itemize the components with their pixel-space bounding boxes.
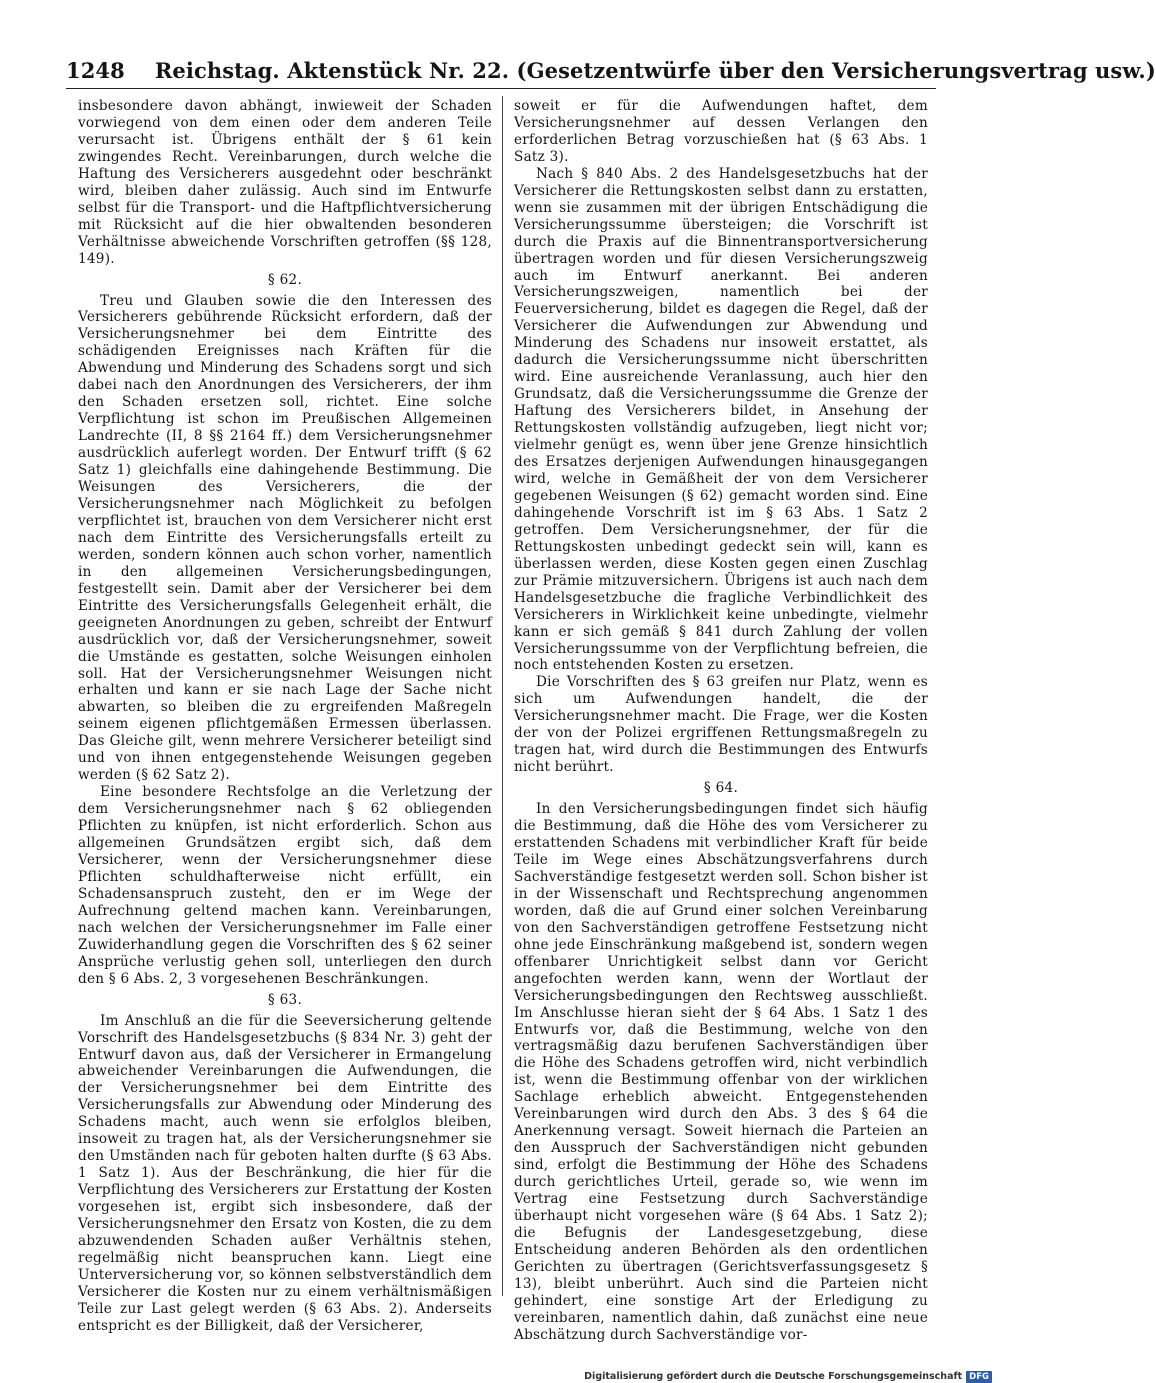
running-title: Reichstag. Aktenstück Nr. 22. (Gesetzentwürfe über den Versicherungsvertrag usw.) (154, 58, 1156, 83)
paragraph: In den Versicherungsbedingungen findet sich häufig die Bestimmung, daß die Höhe des vom Versicherer zu erstattenden Schadens mit verbindlicher Kraft für beide Teile im Wege eines Abschätzungsverfahrens durch Sachverständige festgesetzt werden soll. Schon bisher ist in der Wissenschaft und Rechtsprechung angenommen worden, daß die auf Grund einer solchen Vereinbarung von den Sachverständigen getroffene Festsetzung nicht ohne jede Einschränkung maßgebend ist, sondern wegen offenbarer Unrichtigkeit selbst dann vor Gericht angefochten werden kann, wenn der Wortlaut der Versicherungsbedingungen den Rechtsweg ausschließt. Im Anschlusse hieran sieht der § 64 Abs. 1 Satz 1 des Entwurfs vor, daß die Bestimmung, welche von den vertragsmäßig dazu berufenen Sachverständigen über die Höhe des Schadens getroffen wird, nicht verbindlich ist, wenn die Bestimmung offenbar von der wirklichen Sachlage erheblich abweicht. Entgegenstehenden Vereinbarungen wird durch den Abs. 3 des § 64 die Anerkennung versagt. Soweit hiernach die Parteien an den Ausspruch der Sachverständigen nicht gebunden sind, erfolgt die Bestimmung der Höhe des Schadens durch gerichtliches Urteil, gerade so, wie wenn im Vertrag eine Festsetzung durch Sachverständige überhaupt nicht vorgesehen wäre (§ 64 Abs. 1 Satz 2); die Befugnis der Landesgesetzgebung, diese Entscheidung anderen Behörden als den ordentlichen Gerichten zu übertragen (Gerichtsverfassungsgesetz § 13), bleibt unberührt. Auch sind die Parteien nicht gehindert, eine sonstige Art der Erledigung zu vereinbaren, namentlich dahin, daß zunächst eine neue Abschätzung durch Sachverständige vor- (514, 801, 928, 1343)
digitization-credit (584, 1370, 992, 1383)
dfg-logo: DFG (966, 1371, 992, 1383)
header-rule (66, 88, 936, 89)
left-column (78, 98, 492, 1335)
section-heading-62: § 62. (267, 271, 303, 288)
paragraph: Treu und Glauben sowie die den Interessen des Versicherers gebührende Rücksicht erfordern, daß der Versicherungsnehmer bei dem Eintritte des schädigenden Ereignisses nach Kräften für die Abwendung und Minderung des Schadens sorgt und sich dabei nach den Anordnungen des Versicherers, der ihm den Schaden ersetzen soll, richtet. Eine solche Verpflichtung ist schon im Preußischen Allgemeinen Landrechte (II, 8 §§ 2164 ff.) dem Versicherungsnehmer ausdrücklich auferlegt worden. Der Entwurf trifft (§ 62 Satz 1) gleichfalls eine dahingehende Bestimmung. Die Weisungen des Versicherers, die der Versicherungsnehmer nach Möglichkeit zu befolgen verpflichtet ist, brauchen von dem Versicherer nicht erst nach dem Eintritte des Versicherungsfalls erteilt zu werden, sondern können auch schon vorher, namentlich in den allgemeinen Versicherungsbedingungen, festgestellt sein. Damit aber der Versicherer bei dem Eintritte des Versicherungsfalls Gelegenheit erhält, die geeigneten Anordnungen zu geben, schreibt der Entwurf ausdrücklich vor, daß der Versicherungsnehmer, soweit die Umstände es gestatten, solche Weisungen einholen soll. Hat der Versicherungsnehmer Weisungen nicht erhalten und kann er sie nach Lage der Sache nicht abwarten, so bleiben die zu ergreifenden Maßregeln seinem eigenen pflichtgemäßen Ermessen überlassen. Das Gleiche gilt, wenn mehrere Versicherer beteiligt sind und von ihnen entgegenstehende Weisungen gegeben werden (§ 62 Satz 2). (78, 292, 492, 784)
section-heading-64: § 64. (703, 780, 739, 797)
column-divider (502, 96, 503, 1296)
paragraph: Die Vorschriften des § 63 greifen nur Platz, wenn es sich um Aufwendungen handelt, die der Versicherungsnehmer macht. Die Frage, wer die Kosten der von der Polizei ergriffenen Rettungsmaßregeln zu tragen hat, wird durch die Bestimmungen des Entwurfs nicht berührt. (514, 674, 928, 776)
paragraph: insbesondere davon abhängt, inwieweit der Schaden vorwiegend von dem einen oder dem anderen Teile verursacht ist. Übrigens enthält der § 61 kein zwingendes Recht. Vereinbarungen, durch welche die Haftung des Versicherers ausgedehnt oder beschränkt wird, bleiben daher zulässig. Auch sind im Entwurfe selbst für die Transport- und die Haftpflichtversicherung mit Rücksicht auf die hier obwaltenden besonderen Verhältnisse abweichende Vorschriften getroffen (§§ 128, 149). (78, 98, 492, 267)
page-header (66, 58, 1156, 88)
paragraph: soweit er für die Aufwendungen haftet, dem Versicherungsnehmer auf dessen Verlangen den erforderlichen Betrag vorzuschießen hat (§ 63 Abs. 1 Satz 3). (514, 98, 928, 165)
paragraph: Nach § 840 Abs. 2 des Handelsgesetzbuchs hat der Versicherer die Rettungskosten selbst dann zu erstatten, wenn sie zusammen mit der übrigen Entschädigung die Versicherungssumme übersteigen; die Vorschrift ist durch die Praxis auf die Binnentransportversicherung übertragen worden und für diesen Versicherungszweig auch im Entwurf anerkannt. Bei anderen Versicherungszweigen, namentlich bei der Feuerversicherung, bildet es dagegen die Regel, daß der Versicherer die Aufwendungen zur Abwendung und Minderung des Schadens nur insoweit erstattet, als dadurch die Versicherungssumme nicht überschritten wird. Eine ausreichende Veranlassung, auch hier den Grundsatz, daß die Versicherungssumme die Grenze der Haftung des Versicherers bildet, in Ansehung der Rettungskosten vollständig aufzugeben, liegt nicht vor; vielmehr genügt es, wenn über jene Grenze hinsichtlich des Ersatzes derjenigen Aufwendungen hinausgegangen wird, welche in Gemäßheit der von dem Versicherer gegebenen Weisungen (§ 62) gemacht worden sind. Eine dahingehende Vorschrift ist im § 63 Abs. 1 Satz 2 getroffen. Dem Versicherungsnehmer, der für die Rettungskosten unbedingt gedeckt sein will, kann es überlassen werden, diese Kosten gegen einen Zuschlag zur Prämie mitzuversichern. Übrigens ist auch nach dem Handelsgesetzbuche die fragliche Verbindlichkeit des Versicherers in Wirklichkeit keine unbedingte, vielmehr kann er sich gemäß § 841 durch Zahlung der vollen Versicherungssumme von der Verpflichtung befreien, die noch entstehenden Kosten zu ersetzen. (514, 165, 928, 674)
paragraph: Eine besondere Rechtsfolge an die Verletzung der dem Versicherungsnehmer nach § 62 obliegenden Pflichten zu knüpfen, ist nicht erforderlich. Schon aus allgemeinen Grundsätzen ergibt sich, daß dem Versicherer, wenn der Versicherungsnehmer diese Pflichten schuldhafterweise nicht erfüllt, ein Schadensanspruch zusteht, den er im Wege der Aufrechnung geltend machen kann. Vereinbarungen, nach welchen der Versicherungsnehmer im Falle einer Zuwiderhandlung gegen die Vorschriften des § 62 seiner Ansprüche verlustig gehen soll, unterliegen den durch den § 6 Abs. 2, 3 vorgesehenen Beschränkungen. (78, 784, 492, 987)
page-number: 1248 (66, 58, 125, 83)
right-column (514, 98, 928, 1344)
section-heading-63: § 63. (267, 991, 303, 1008)
paragraph: Im Anschluß an die für die Seeversicherung geltende Vorschrift des Handelsgesetzbuchs (§ 834 Nr. 3) geht der Entwurf davon aus, daß der Versicherer in Ermangelung abweichender Vereinbarungen die Aufwendungen, die der Versicherungsnehmer bei dem Eintritte des Versicherungsfalls zur Abwendung oder Minderung des Schadens macht, auch wenn sie erfolglos bleiben, insoweit zu tragen hat, als der Versicherungsnehmer sie den Umständen nach für geboten halten durfte (§ 63 Abs. 1 Satz 1). Aus der Beschränkung, die hier für die Verpflichtung des Versicherers zur Erstattung der Kosten vorgesehen ist, ergibt sich insbesondere, daß der Versicherungsnehmer den Ersatz von Kosten, die zu dem abzuwendenden Schaden außer Verhältnis stehen, regelmäßig nicht beanspruchen kann. Liegt eine Unterversicherung vor, so können selbstverständlich dem Versicherer die Kosten nur zu einem verhältnismäßigen Teile zur Last gelegt werden (§ 63 Abs. 2). Anderseits entspricht es der Billigkeit, daß der Versicherer, (78, 1012, 492, 1334)
credit-text: Digitalisierung gefördert durch die Deutsche Forschungsgemeinschaft (584, 1371, 963, 1382)
